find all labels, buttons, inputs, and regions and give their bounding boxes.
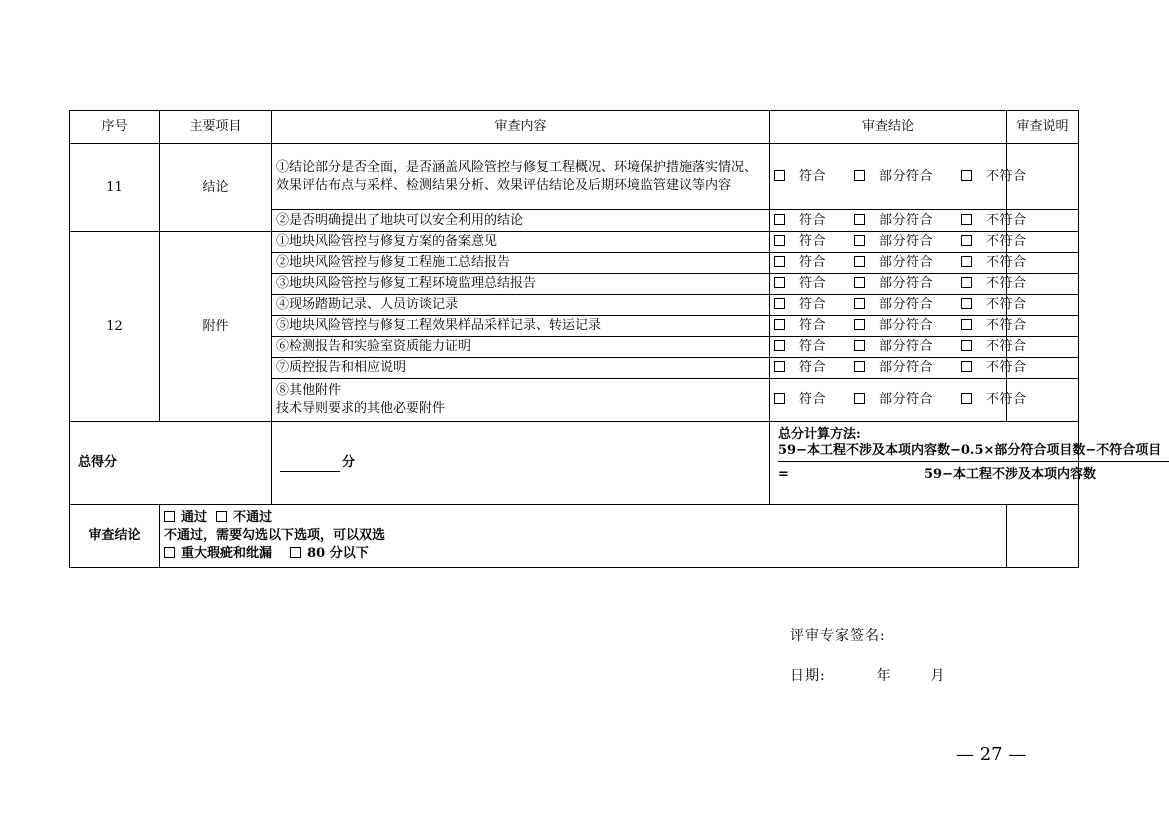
option-label: 不符合 (986, 360, 1027, 375)
option-checkbox[interactable] (961, 235, 972, 246)
below-80-checkbox[interactable] (290, 547, 301, 558)
option-label: 符合 (799, 318, 827, 333)
option-item[interactable] (854, 213, 947, 228)
option-item[interactable] (774, 318, 840, 333)
option-label: 不符合 (986, 234, 1027, 249)
option-label: 符合 (799, 168, 827, 184)
option-label: 部分符合 (879, 318, 934, 333)
option-item[interactable] (961, 318, 1041, 333)
row-no: 11 (70, 144, 160, 232)
option-checkbox[interactable] (961, 361, 972, 372)
option-item[interactable] (854, 318, 947, 333)
option-label: 部分符合 (879, 339, 934, 354)
option-item[interactable] (854, 234, 947, 249)
option-item[interactable] (961, 392, 1041, 407)
row-content: ⑦质控报告和相应说明 (272, 358, 770, 379)
option-checkbox[interactable] (961, 277, 972, 288)
option-item[interactable] (774, 234, 840, 249)
conclusion-note[interactable] (1007, 505, 1079, 568)
pass-label: 通过 (181, 510, 208, 525)
score-formula (770, 422, 1162, 505)
option-checkbox[interactable] (774, 277, 785, 288)
row-content: ④现场踏勘记录、人员访谈记录 (272, 295, 770, 316)
option-item[interactable] (961, 213, 1041, 228)
option-checkbox[interactable] (854, 340, 865, 351)
option-item[interactable] (854, 392, 947, 407)
option-item[interactable] (774, 297, 840, 312)
major-flaw-checkbox[interactable] (164, 547, 175, 558)
conclusion-row (70, 505, 1079, 568)
total-score-field[interactable] (272, 422, 770, 505)
pass-checkbox[interactable] (164, 511, 175, 522)
formula-numerator: 59−本工程不涉及本项内容数−0.5×部分符合项目数−不符合项目 (778, 443, 1162, 458)
row-content: ①地块风险管控与修复方案的备案意见 (272, 232, 770, 253)
formula-denominator: 59−本工程不涉及本项内容数 (924, 467, 1096, 482)
option-checkbox[interactable] (854, 235, 865, 246)
row-content: ⑤地块风险管控与修复工程效果样品采样记录、转运记录 (272, 316, 770, 337)
option-group (770, 144, 1027, 210)
option-label: 部分符合 (879, 360, 934, 375)
option-checkbox[interactable] (961, 170, 972, 181)
option-item[interactable] (961, 360, 1041, 375)
header-item: 主要项目 (160, 111, 272, 144)
date-label: 日期: (790, 668, 826, 684)
option-label: 部分符合 (879, 297, 934, 312)
option-label: 符合 (799, 255, 827, 270)
table-row (70, 144, 1079, 210)
option-checkbox[interactable] (774, 393, 785, 404)
header-no: 序号 (70, 111, 160, 144)
option-item[interactable] (774, 169, 840, 184)
option-checkbox[interactable] (961, 256, 972, 267)
option-item[interactable] (854, 297, 947, 312)
option-group (770, 274, 1027, 295)
major-flaw-label: 重大瑕疵和纰漏 (181, 546, 273, 561)
option-group (770, 379, 1027, 422)
option-item[interactable] (774, 339, 840, 354)
formula-title: 总分计算方法: (778, 427, 861, 442)
option-group (770, 210, 1027, 232)
expert-signature (790, 625, 886, 645)
option-label: 不符合 (986, 392, 1027, 407)
option-item[interactable] (774, 392, 840, 407)
header-conclusion: 审查结论 (770, 111, 1007, 144)
total-label: 总得分 (70, 422, 272, 505)
row-content: ②是否明确提出了地块可以安全利用的结论 (272, 210, 770, 232)
option-checkbox[interactable] (774, 319, 785, 330)
option-label: 不符合 (986, 276, 1027, 291)
option-checkbox[interactable] (774, 340, 785, 351)
option-item[interactable] (961, 169, 1041, 184)
option-item[interactable] (961, 297, 1041, 312)
option-label: 不符合 (986, 318, 1027, 333)
option-checkbox[interactable] (774, 361, 785, 372)
fail-checkbox[interactable] (216, 511, 227, 522)
option-label: 不符合 (986, 339, 1027, 354)
header-note: 审查说明 (1007, 111, 1079, 144)
option-checkbox[interactable] (854, 170, 865, 181)
total-row (70, 422, 1079, 505)
option-label: 不符合 (986, 297, 1027, 312)
option-checkbox[interactable] (774, 298, 785, 309)
option-checkbox[interactable] (854, 214, 865, 225)
option-label: 部分符合 (879, 212, 934, 228)
option-item[interactable] (961, 234, 1041, 249)
table-row (70, 232, 1079, 253)
option-checkbox[interactable] (854, 319, 865, 330)
signature-date (790, 665, 946, 685)
option-label: 不符合 (986, 168, 1027, 184)
option-checkbox[interactable] (774, 170, 785, 181)
row-item: 结论 (160, 144, 272, 232)
option-item[interactable] (854, 339, 947, 354)
fraction-bar (778, 461, 1169, 462)
option-item[interactable] (854, 255, 947, 270)
header-content: 审查内容 (272, 111, 770, 144)
option-checkbox[interactable] (854, 393, 865, 404)
option-label: 符合 (799, 297, 827, 312)
row-item: 附件 (160, 232, 272, 422)
option-checkbox[interactable] (961, 340, 972, 351)
option-checkbox[interactable] (854, 361, 865, 372)
option-item[interactable] (854, 360, 947, 375)
formula-equals: = (778, 467, 789, 482)
fail-label: 不通过 (233, 510, 273, 525)
option-item[interactable] (774, 360, 840, 375)
row-content: ②地块风险管控与修复工程施工总结报告 (272, 253, 770, 274)
below-80-label: 80 分以下 (307, 546, 369, 561)
expert-signature-label: 评审专家签名: (790, 628, 886, 644)
year-label: 年 (876, 668, 892, 684)
option-group (770, 337, 1027, 358)
option-label: 部分符合 (879, 255, 934, 270)
option-item[interactable] (774, 213, 840, 228)
option-checkbox[interactable] (854, 298, 865, 309)
option-checkbox[interactable] (961, 214, 972, 225)
row-content: ③地块风险管控与修复工程环境监理总结报告 (272, 274, 770, 295)
option-checkbox[interactable] (774, 256, 785, 267)
option-checkbox[interactable] (774, 214, 785, 225)
option-item[interactable] (854, 169, 947, 184)
score-unit: 分 (342, 455, 356, 470)
option-label: 部分符合 (879, 276, 934, 291)
option-checkbox[interactable] (854, 277, 865, 288)
option-group (770, 358, 1027, 379)
option-checkbox[interactable] (961, 319, 972, 330)
option-checkbox[interactable] (961, 298, 972, 309)
option-label: 符合 (799, 212, 827, 228)
option-label: 部分符合 (879, 392, 934, 407)
option-label: 符合 (799, 276, 827, 291)
option-group (770, 316, 1027, 337)
option-group (770, 253, 1027, 274)
option-label: 部分符合 (879, 168, 934, 184)
option-label: 符合 (799, 392, 827, 407)
option-label: 不符合 (986, 212, 1027, 228)
row-content: ⑧其他附件 技术导则要求的其他必要附件 (272, 379, 770, 422)
header-row (70, 111, 1079, 144)
conclusion-options (160, 505, 1007, 568)
option-item[interactable] (774, 276, 840, 291)
review-table (69, 110, 1162, 568)
page-number: — 27 — (956, 744, 1027, 765)
option-group (770, 295, 1027, 316)
option-checkbox[interactable] (961, 393, 972, 404)
option-label: 部分符合 (879, 234, 934, 249)
option-item[interactable] (854, 276, 947, 291)
option-item[interactable] (961, 339, 1041, 354)
option-checkbox[interactable] (854, 256, 865, 267)
option-item[interactable] (774, 255, 840, 270)
option-label: 符合 (799, 360, 827, 375)
fail-instruction: 不通过，需要勾选以下选项，可以双选 (164, 528, 386, 543)
option-checkbox[interactable] (774, 235, 785, 246)
option-item[interactable] (961, 255, 1041, 270)
row-content: ⑥检测报告和实验室资质能力证明 (272, 337, 770, 358)
option-label: 不符合 (986, 255, 1027, 270)
option-item[interactable] (961, 276, 1041, 291)
score-blank[interactable] (280, 457, 340, 472)
row-no: 12 (70, 232, 160, 422)
conclusion-label: 审查结论 (70, 505, 160, 568)
option-label: 符合 (799, 339, 827, 354)
option-group (770, 232, 1027, 253)
option-label: 符合 (799, 234, 827, 249)
row-content: ①结论部分是否全面，是否涵盖风险管控与修复工程概况、环境保护措施落实情况、效果评估布点与采样、检测结果分析、效果评估结论及后期环境监管建议等内容 (272, 144, 770, 210)
month-label: 月 (930, 668, 946, 684)
